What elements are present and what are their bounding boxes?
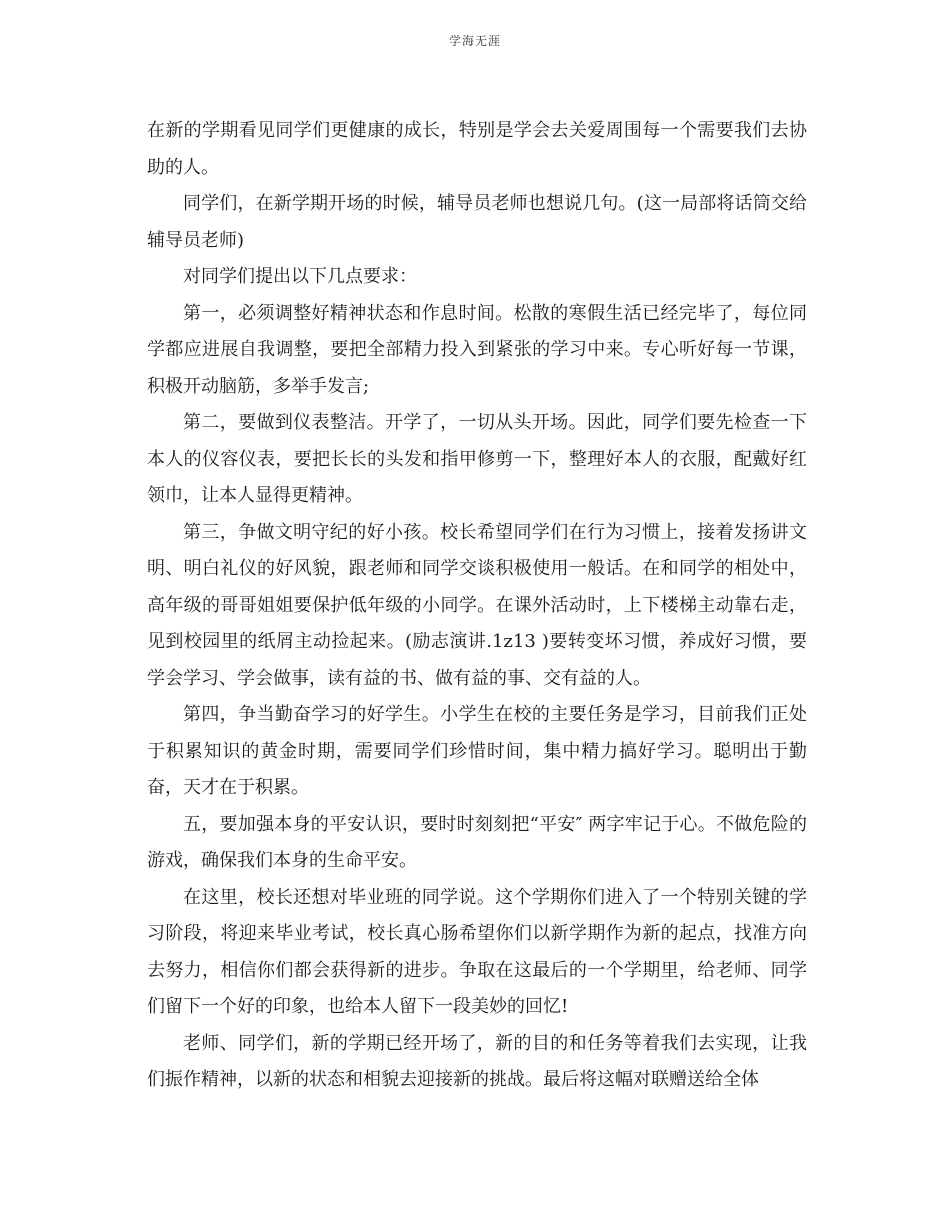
paragraph-4: 第一，必须调整好精神状态和作息时间。松散的寒假生活已经完毕了，每位同学都应进展自我调整，要把全部精力投入到紧张的学习中来。专心听好每一节课，积极开动脑筋，多举手发言;: [147, 302, 807, 397]
paragraph-10: 老师、同学们，新的学期已经开场了，新的目的和任务等着我们去实现，让我们振作精神，以新的状态和相貌去迎接新的挑战。最后将这幅对联赠送给全体: [147, 1032, 807, 1090]
paragraph-6: 第三，争做文明守纪的好小孩。校长希望同学们在行为习惯上，接着发扬讲文明、明白礼仪的好风貌，跟老师和同学交谈积极使用一般话。在和同学的相处中，高年级的哥哥姐姐要保护低年级的小同学。在课外活动时，上下楼梯主动靠右走，见到校园里的纸屑主动捡起来。(励志演讲.1z13 )要转变坏习惯，养成好习惯，要学会学习、学会做事，读有益的书、做有益的事、交有益的人。: [147, 521, 807, 689]
paragraph-9: 在这里，校长还想对毕业班的同学说。这个学期你们进入了一个特别关键的学习阶段，将迎来毕业考试，校长真心肠希望你们以新学期作为新的起点，找准方向去努力，相信你们都会获得新的进步。争取在这最后的一个学期里，给老师、同学们留下一个好的印象，也给本人留下一段美妙的回忆!: [147, 886, 807, 1017]
paragraph-8: 五，要加强本身的平安认识，要时时刻刻把“平安″ 两字牢记于心。不做危险的游戏，确保我们本身的生命平安。: [147, 813, 807, 871]
paragraph-5: 第二，要做到仪表整洁。开学了，一切从头开场。因此，同学们要先检查一下本人的仪容仪表，要把长长的头发和指甲修剪一下，整理好本人的衣服，配戴好红领巾，让本人显得更精神。: [147, 412, 807, 506]
document-body: [147, 113, 807, 1099]
paragraph-2: 同学们，在新学期开场的时候，辅导员老师也想说几句。(这一局部将话筒交给辅导员老师): [147, 193, 807, 251]
page-header: 学海无涯: [448, 34, 501, 48]
paragraph-3: 对同学们提出以下几点要求：: [183, 266, 417, 287]
paragraph-7: 第四，争当勤奋学习的好学生。小学生在校的主要任务是学习，目前我们正处于积累知识的黄金时期，需要同学们珍惜时间，集中精力搞好学习。聪明出于勤奋，天才在于积累。: [147, 704, 807, 798]
paragraph-1: 在新的学期看见同学们更健康的成长，特别是学会去关爱周围每一个需要我们去协助的人。: [147, 120, 807, 178]
